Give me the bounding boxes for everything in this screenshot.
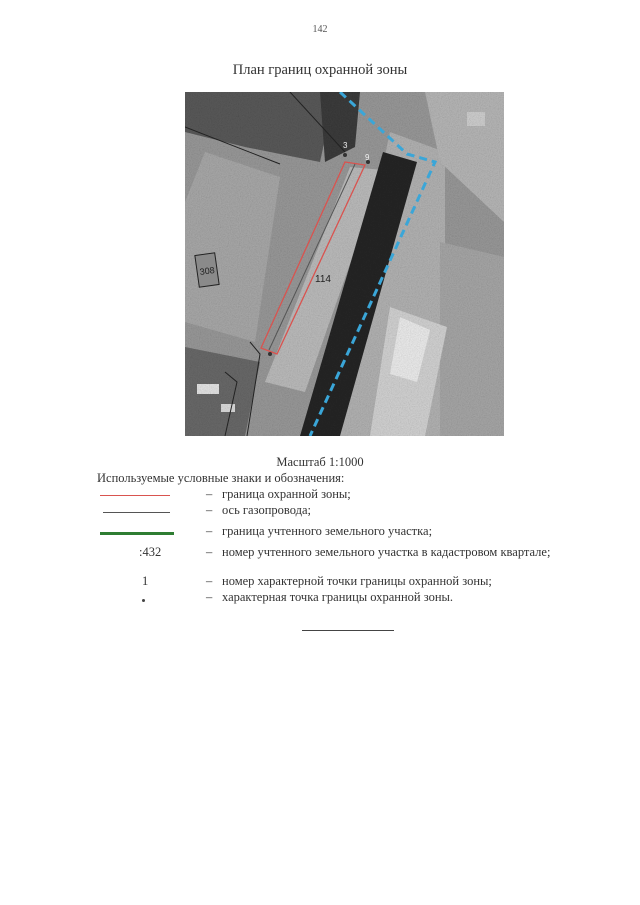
legend-row-parcel-number: [0, 545, 640, 561]
legend-dash: –: [206, 487, 213, 501]
point-number-symbol: 1: [142, 574, 149, 588]
legend-row-pipeline-axis: [0, 503, 640, 519]
map-far-right: [440, 242, 504, 436]
legend-dash: –: [206, 590, 213, 604]
aerial-map: [185, 92, 504, 436]
point-label: 3: [343, 141, 348, 150]
parcel-number-symbol: :432: [139, 545, 162, 559]
map-patch: [197, 384, 219, 394]
protection-zone-symbol: [100, 495, 170, 496]
end-rule: [302, 630, 394, 631]
map-patch: [221, 404, 235, 412]
legend-row-protection-zone: [0, 487, 640, 503]
point-label: 9: [365, 153, 370, 162]
legend-text: граница охранной зоны;: [222, 487, 351, 501]
map-side-label: 308: [199, 264, 216, 277]
parcel-number: 114: [315, 274, 331, 285]
legend-dash: –: [206, 503, 213, 517]
legend-dash: –: [206, 545, 213, 559]
map-svg: [185, 92, 504, 436]
legend-heading: Используемые условные знаки и обозначения:: [97, 471, 345, 485]
legend-text: характерная точка границы охранной зоны.: [222, 590, 454, 604]
legend-row-point-number: [0, 574, 640, 590]
legend-text: граница учтенного земельного участка;: [222, 524, 433, 538]
characteristic-point-symbol: [142, 599, 145, 602]
pipeline-axis-symbol: [103, 512, 170, 513]
legend-text: номер учтенного земельного участка в кадастровом квартале;: [222, 545, 551, 559]
parcel-boundary-symbol: [100, 532, 174, 535]
characteristic-point: [268, 352, 272, 356]
page-number: 142: [312, 24, 328, 35]
characteristic-point: [343, 153, 347, 157]
legend-text: номер характерной точки границы охранной зоны;: [222, 574, 492, 588]
legend-text: ось газопровода;: [222, 503, 312, 517]
legend-dash: –: [206, 524, 213, 538]
legend-dash: –: [206, 574, 213, 588]
plan-title: План границ охранной зоны: [232, 62, 408, 78]
legend-row-parcel-boundary: [0, 524, 640, 540]
scale-label: Масштаб 1:1000: [276, 455, 364, 469]
map-patch: [467, 112, 485, 126]
legend-row-characteristic-point: [0, 590, 640, 606]
